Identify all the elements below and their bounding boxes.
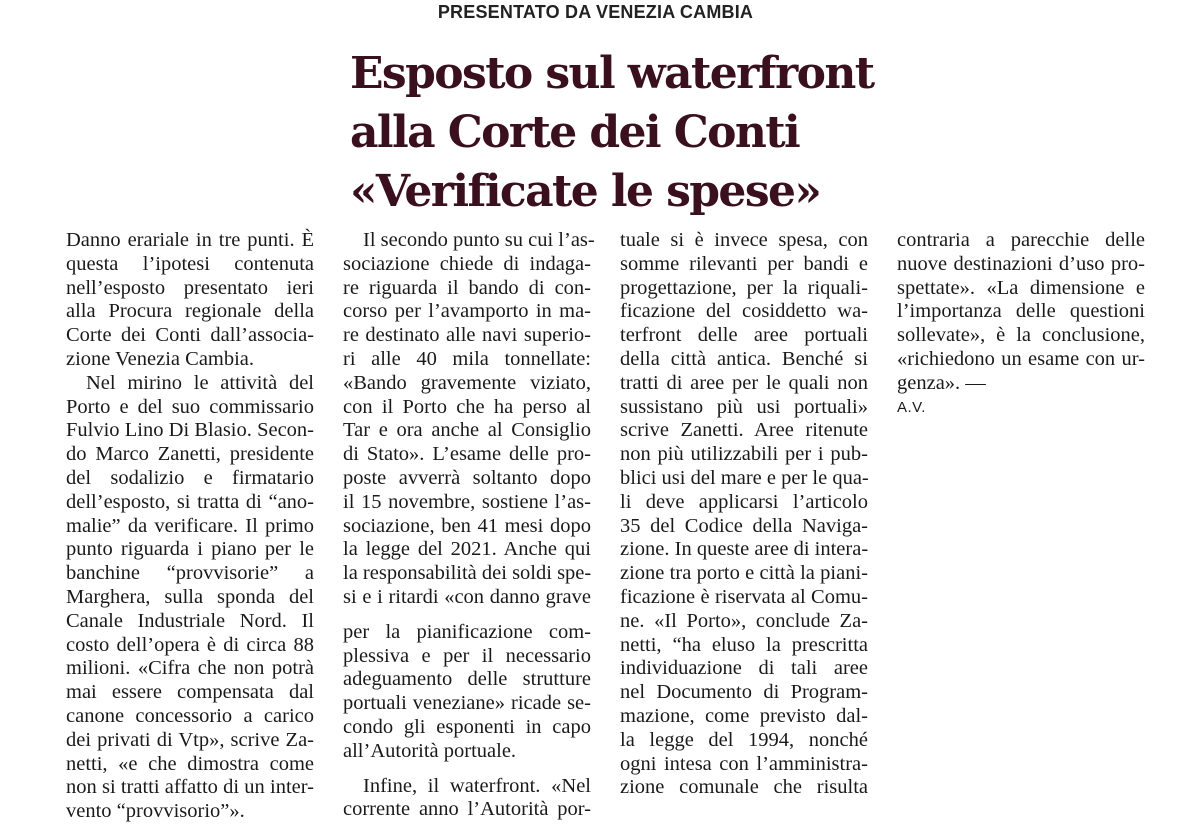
text-line: corso per l’avamporto in ma- xyxy=(343,300,591,323)
text-line: nell’esposto presentato ieri xyxy=(66,276,314,299)
text-line: scrive Zanetti. Aree ritenute xyxy=(620,419,868,442)
text-line: Nel mirino le attività del xyxy=(86,371,314,394)
text-line: dei privati di Vtp», scrive Za- xyxy=(66,728,314,751)
text-line: vento “provvisorio”». xyxy=(66,800,245,823)
text-line: dell’esposto, si tratta di “ano- xyxy=(66,490,314,513)
text-line: punto riguarda i piano per le xyxy=(66,538,314,561)
text-line: mazione, come previsto dal- xyxy=(620,704,868,727)
text-line: mai essere compensata dal xyxy=(66,681,314,704)
article-column-2 xyxy=(343,229,595,822)
text-line: terfront delle aree portuali xyxy=(620,324,868,347)
text-line: 35 del Codice della Naviga- xyxy=(620,514,868,537)
text-line: genza». — xyxy=(897,371,986,394)
text-line: Canale Industriale Nord. Il xyxy=(66,609,314,632)
text-line: canone concessorio a carico xyxy=(66,704,314,727)
kicker: PRESENTATO DA VENEZIA CAMBIA xyxy=(437,2,754,22)
text-line: Infine, il waterfront. «Nel xyxy=(363,774,591,797)
text-line: zione Venezia Cambia. xyxy=(66,347,255,370)
paragraph-gap xyxy=(343,764,591,775)
paragraph-gap xyxy=(343,610,591,621)
text-line: progettazione, per la riquali- xyxy=(620,276,868,299)
text-line: «richiedono un esame con ur- xyxy=(897,347,1145,370)
text-line: sollevate», è la conclusione, xyxy=(897,324,1145,347)
text-line: netti, “ha eluso la prescritta xyxy=(620,633,868,656)
text-line: per la pianificazione com- xyxy=(343,620,591,643)
text-line: zione comunale che risulta xyxy=(620,776,868,799)
text-line: blici usi del mare e per le qua- xyxy=(620,466,869,489)
text-line: non si tratti affatto di un inter- xyxy=(66,776,314,799)
text-line: sussistano più usi portuali» xyxy=(620,395,868,418)
text-line: milioni. «Cifra che non potrà xyxy=(66,657,314,680)
text-line: il 15 novembre, sostiene l’as- xyxy=(343,490,591,513)
text-line: l’importanza delle questioni xyxy=(897,300,1145,323)
text-line: ne. «Il Porto», conclude Za- xyxy=(620,609,868,632)
text-line: zione. In queste aree di intera- xyxy=(620,538,869,561)
text-line: ficazione del cosiddetto wa- xyxy=(620,300,868,323)
text-line: della città antica. Benché si xyxy=(620,347,868,370)
author-signature: A.V. xyxy=(897,398,926,416)
text-line: zione tra porto e città la piani- xyxy=(620,562,868,585)
text-line: corrente anno l’Autorità por- xyxy=(343,798,591,821)
headline xyxy=(350,44,910,221)
text-line: Tar e ora anche al Consiglio xyxy=(343,419,591,442)
headline-line: «Verificate le spese» xyxy=(350,166,821,217)
text-line: plessiva e per il necessario xyxy=(343,644,591,667)
text-line: contraria a parecchie delle xyxy=(897,229,1145,251)
text-line: ogni intesa con l’amministra- xyxy=(620,752,868,775)
text-line: sociazione chiede di indaga- xyxy=(343,252,591,275)
text-line: re destinato alle navi superio- xyxy=(343,324,591,347)
text-line: tuale si è invece spesa, con xyxy=(620,229,868,251)
text-line: li deve applicarsi l’articolo xyxy=(620,490,868,513)
text-line: nel Documento di Program- xyxy=(620,681,868,704)
text-line: Marghera, sulla sponda del xyxy=(66,585,314,608)
text-line: Porto e del suo commissario xyxy=(66,395,314,418)
text-line: con il Porto che ha perso al xyxy=(343,395,591,418)
text-line: questa l’ipotesi contenuta xyxy=(66,252,314,275)
article-column-3 xyxy=(620,229,868,800)
text-line: nuove destinazioni d’uso pro- xyxy=(897,252,1145,275)
text-line: all’Autorità portuale. xyxy=(343,739,517,762)
text-line: ficazione è riservata al Comu- xyxy=(620,585,868,608)
text-line: re riguarda il bando di con- xyxy=(343,276,591,299)
text-line: spettate». «La dimensione e xyxy=(897,276,1145,299)
article-column-4 xyxy=(897,229,1145,419)
headline-line: alla Corte dei Conti xyxy=(350,107,800,158)
text-line: del sodalizio e firmatario xyxy=(66,466,314,489)
headline-line: Esposto sul waterfront xyxy=(350,48,874,99)
text-line: sociazione, ben 41 mesi dopo xyxy=(343,514,591,537)
text-line: do Marco Zanetti, presidente xyxy=(66,443,314,466)
text-line: banchine “provvisorie” a xyxy=(66,562,314,585)
text-line: adeguamento delle strutture xyxy=(343,668,591,691)
text-line: malie” da verificare. Il primo xyxy=(66,514,314,537)
text-line: di Stato». L’esame delle pro- xyxy=(343,443,591,466)
text-line: netti, «e che dimostra come xyxy=(66,752,314,775)
text-line: la legge del 1994, nonché xyxy=(620,728,868,751)
text-line: si e i ritardi «con danno grave xyxy=(343,585,591,608)
text-line: portuali veneziane» ricade se- xyxy=(343,692,591,715)
text-line: alla Procura regionale della xyxy=(66,300,314,323)
text-line: ri alle 40 mila tonnellate: xyxy=(343,347,591,370)
text-line: la legge del 2021. Anche qui xyxy=(343,538,591,561)
text-line: Il secondo punto su cui l’as- xyxy=(363,229,595,251)
text-line: non più utilizzabili per i pub- xyxy=(620,443,868,466)
text-line: «Bando gravemente viziato, xyxy=(343,371,591,394)
text-line: condo gli esponenti in capo xyxy=(343,715,591,738)
text-line: poste avverrà soltanto dopo xyxy=(343,466,591,489)
text-line: somme rilevanti per bandi e xyxy=(620,252,868,275)
text-line: Corte dei Conti dall’associa- xyxy=(66,324,314,347)
article-column-1 xyxy=(66,229,314,824)
text-line: costo dell’opera è di circa 88 xyxy=(66,633,314,656)
text-line: individuazione di tali aree xyxy=(620,657,868,680)
text-line: Danno erariale in tre punti. È xyxy=(66,229,314,251)
text-line: la responsabilità dei soldi spe- xyxy=(343,562,592,585)
text-line: Fulvio Lino Di Blasio. Secon- xyxy=(66,419,314,442)
text-line: tratti di aree per le quali non xyxy=(620,371,868,394)
